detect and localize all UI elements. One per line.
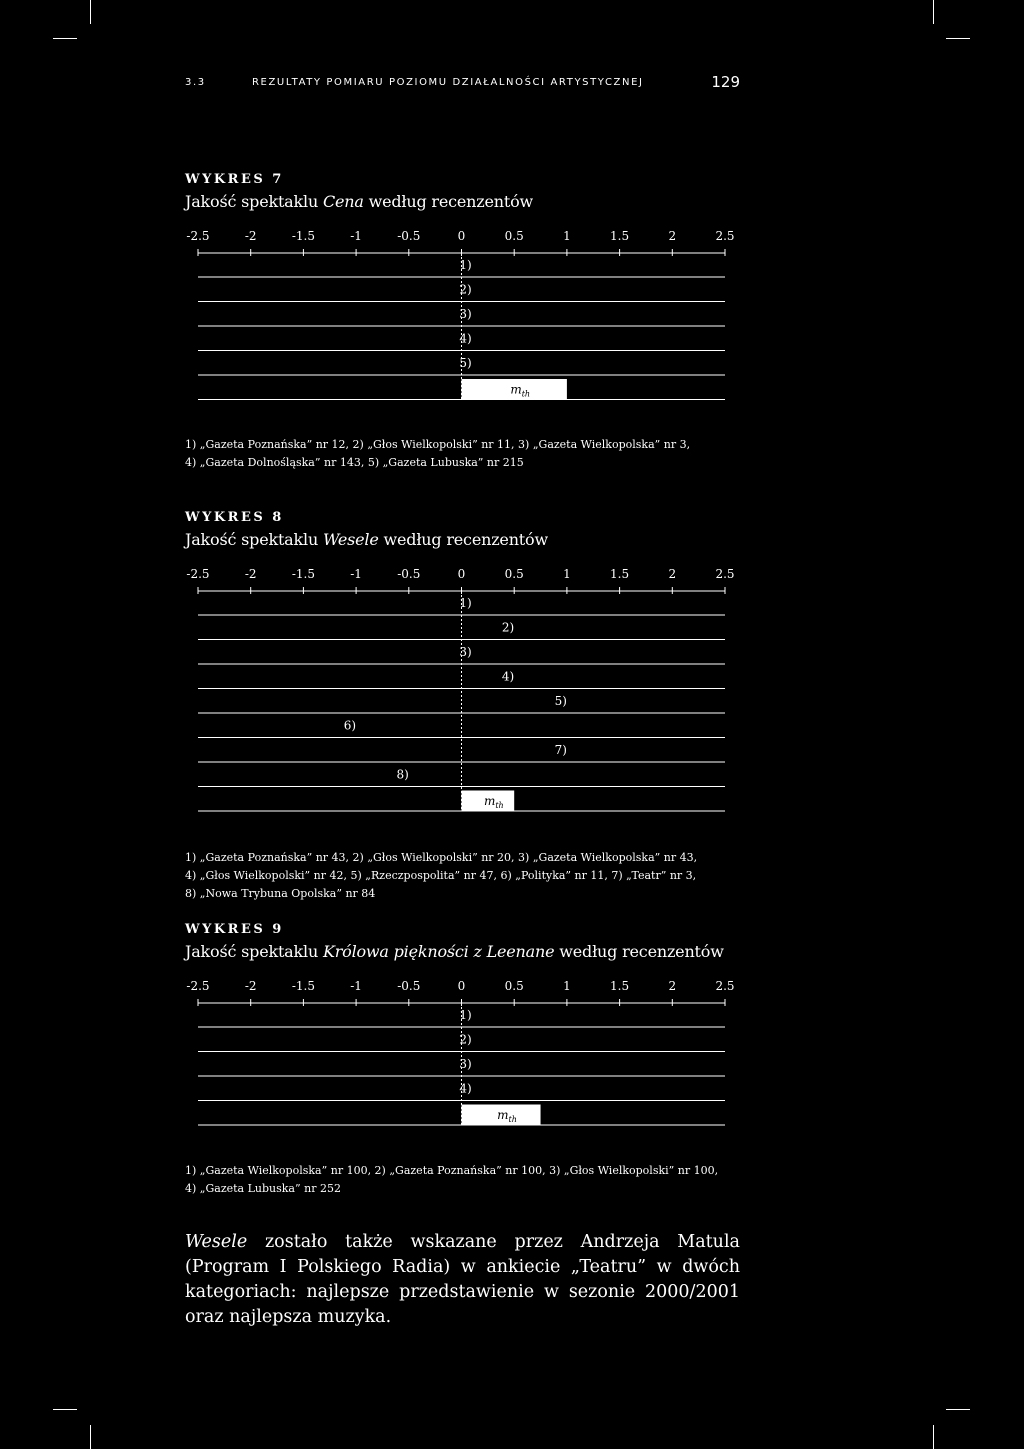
tick-label: 1.5 [610, 567, 630, 581]
category-label: 1) [459, 1008, 472, 1022]
chart-title-italic: Cena [322, 192, 364, 211]
chart-label: WYKRES 8 [185, 510, 284, 525]
caption-line: 8) „Nowa Trybuna Opolska” nr 84 [185, 887, 376, 900]
chart-plot [185, 566, 745, 816]
tick-label: 1 [563, 567, 571, 581]
page-number: 129 [711, 73, 740, 91]
category-label: 2) [459, 1032, 472, 1047]
paragraph-text: zostało także wskazane przez Andrzeja Matula (Program I Polskiego Radia) w ankiecie „Teatru” w dwóch kategoriach: najlepsze przedstawienie w sezonie 2000/2001 oraz najlepsza muzyka. [185, 1232, 740, 1327]
tick-label: 0 [457, 979, 466, 993]
chart-title-prefix: Jakość spektaklu [185, 942, 323, 961]
chart-title-prefix: Jakość spektaklu [185, 530, 323, 549]
tick-label: 0.5 [504, 979, 524, 993]
crop-mark [90, 1425, 91, 1449]
tick-label: -1 [350, 229, 362, 243]
caption-line: 1) „Gazeta Wielkopolska” nr 100, 2) „Gazeta Poznańska” nr 100, 3) „Głos Wielkopolski” nr 100, [185, 1164, 719, 1177]
paragraph-lead: Wesele [185, 1232, 248, 1252]
tick-label: -0.5 [397, 229, 421, 243]
chart-plot [185, 978, 745, 1138]
mean-label: $m_{th}$ [483, 794, 504, 810]
tick-label: 1 [563, 229, 571, 243]
tick-label: -1.5 [291, 567, 315, 581]
tick-label: -1.5 [291, 979, 315, 993]
tick-label: 0.5 [504, 229, 524, 243]
tick-label: -1.5 [291, 229, 315, 243]
chart-caption-9 [185, 1162, 745, 1198]
category-label: 8) [396, 767, 409, 782]
chart-block-7 [185, 170, 745, 410]
caption-line: 1) „Gazeta Poznańska” nr 12, 2) „Głos Wielkopolski” nr 11, 3) „Gazeta Wielkopolska” nr 3, [185, 438, 691, 451]
tick-label: 0 [457, 229, 466, 243]
chart-caption-7 [185, 436, 745, 472]
mean-label: $m_{th}$ [497, 1108, 517, 1124]
running-title: REZULTATY POMIARU POZIOMU DZIAŁALNOŚCI ARTYSTYCZNEJ [252, 77, 644, 88]
caption-line: 4) „Gazeta Dolnośląska” nr 143, 5) „Gazeta Lubuska” nr 215 [185, 456, 524, 469]
mean-label-sub: th [508, 1115, 517, 1124]
tick-label: -1 [350, 567, 362, 581]
category-label: 5) [459, 356, 472, 370]
chart-title-suffix: według recenzentów [363, 192, 534, 211]
crop-mark [933, 0, 934, 24]
tick-label: -2 [244, 229, 257, 243]
chart-caption-8 [185, 849, 745, 903]
caption-line: 4) „Głos Wielkopolski” nr 42, 5) „Rzeczpospolita” nr 47, 6) „Polityka” nr 11, 7) „Teatr” nr 3, [185, 869, 697, 882]
crop-mark [53, 38, 77, 39]
chart-block-8 [185, 508, 745, 828]
chart-title-suffix: według recenzentów [554, 942, 724, 961]
tick-label: 2.5 [715, 229, 735, 243]
mean-label: $m_{th}$ [510, 382, 531, 399]
chart-title-suffix: według recenzentów [378, 530, 548, 549]
tick-label: 2.5 [715, 567, 735, 581]
category-label: 3) [459, 645, 472, 659]
category-label: 5) [554, 694, 567, 708]
tick-label: 1.5 [610, 979, 630, 993]
tick-label: -0.5 [397, 567, 421, 581]
category-label: 3) [459, 307, 472, 321]
tick-label: 0.5 [504, 567, 524, 581]
chart-title [185, 940, 745, 964]
tick-label: 1 [563, 979, 571, 993]
category-label: 7) [554, 743, 567, 757]
chart-block-9 [185, 920, 745, 1140]
tick-label: 2 [668, 567, 677, 581]
body-paragraph [185, 1230, 740, 1330]
tick-label: 0 [457, 567, 466, 581]
caption-line: 4) „Gazeta Lubuska” nr 252 [185, 1182, 341, 1195]
crop-mark [53, 1409, 77, 1410]
chart-title-italic: Królowa piękności z Leenane [322, 942, 555, 961]
tick-label: -2 [244, 979, 257, 993]
tick-label: 1.5 [610, 229, 630, 243]
caption-line: 1) „Gazeta Poznańska” nr 43, 2) „Głos Wielkopolski” nr 20, 3) „Gazeta Wielkopolska” nr 43, [185, 851, 698, 864]
chart-label: WYKRES 9 [185, 922, 284, 937]
chart-title [185, 190, 745, 214]
category-label: 4) [459, 1081, 472, 1096]
chart-title [185, 528, 745, 552]
category-label: 6) [343, 718, 357, 733]
category-label: 1) [459, 258, 472, 272]
tick-label: -1 [350, 979, 362, 993]
running-head [185, 74, 740, 92]
category-label: 2) [459, 282, 472, 297]
tick-label: -2.5 [186, 567, 210, 581]
crop-mark [933, 1425, 934, 1449]
section-number: 3.3 [185, 77, 206, 88]
category-label: 4) [501, 669, 515, 684]
crop-mark [946, 38, 970, 39]
category-label: 4) [459, 331, 472, 346]
chart-title-prefix: Jakość spektaklu [185, 192, 323, 211]
tick-label: -2 [244, 567, 257, 581]
category-label: 3) [459, 1057, 472, 1071]
tick-label: -2.5 [186, 979, 210, 993]
chart-plot [185, 228, 745, 408]
mean-label-sub: th [521, 389, 531, 399]
mean-label-sub: th [495, 801, 504, 810]
tick-label: 2.5 [715, 979, 735, 993]
chart-title-italic: Wesele [322, 530, 379, 549]
crop-mark [946, 1409, 970, 1410]
crop-mark [90, 0, 91, 24]
category-label: 1) [459, 596, 472, 610]
tick-label: -2.5 [186, 229, 210, 243]
chart-label: WYKRES 7 [185, 172, 284, 187]
tick-label: -0.5 [397, 979, 421, 993]
category-label: 2) [501, 620, 515, 635]
tick-label: 2 [668, 979, 677, 993]
tick-label: 2 [668, 229, 677, 243]
